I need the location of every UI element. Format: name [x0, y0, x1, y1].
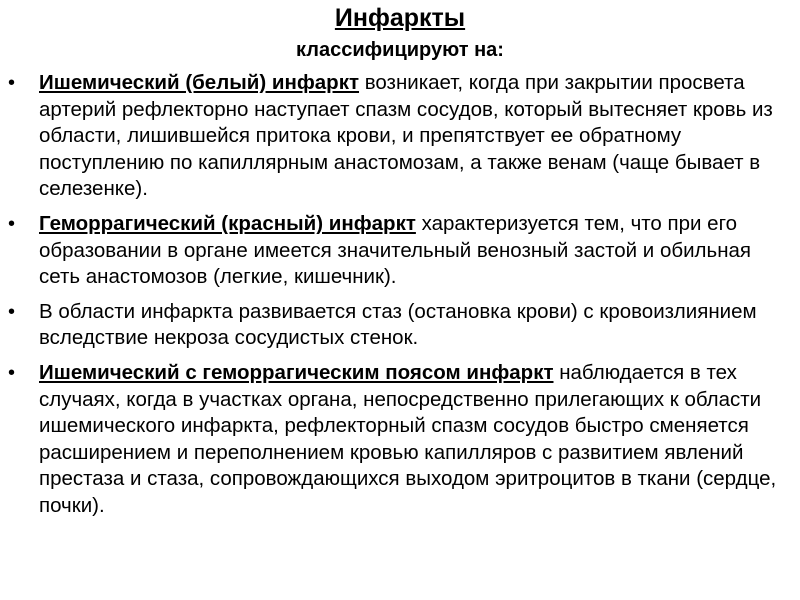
bullet-item-ischemic [0, 70, 800, 203]
slide-title: Инфаркты [334, 4, 466, 32]
bullet-item-hemorrhagic [0, 211, 800, 291]
bullet-text: характеризуется тем, что при его образовании в органе имеется значительный венозный застой и обильная сеть анастомозов (легкие, кишечник). [39, 211, 752, 289]
bullet-term: Геморрагический (красный) инфаркт [39, 211, 416, 235]
bullet-dot-icon: • [8, 300, 16, 323]
bullet-term: Ишемический с геморрагическим поясом инфаркт [39, 360, 554, 384]
bullet-text: В области инфаркта развивается стаз (остановка крови) с кровоизлиянием вследствие некроза сосудистых стенок. [39, 299, 757, 350]
bullet-item-mixed [0, 360, 800, 520]
bullet-text: наблюдается в тех случаях, когда в участках органа, непосредственно прилегающих к области ишемического инфаркта, рефлекторный спазм сосудов быстро сменяется расширением и переполнением кровью капилляров с развитием явлений престаза и стаза, сопровождающихся выходом эритроцитов в ткани (сердце, почки). [39, 360, 777, 517]
slide-subtitle: классифицируют на: [296, 39, 504, 61]
bullet-term: Ишемический (белый) инфаркт [39, 71, 360, 94]
bullet-list [0, 70, 800, 528]
bullet-text: возникает, когда при закрытии просвета артерий рефлекторно наступает спазм сосудов, который вытесняет кровь из области, лишившейся притока крови, и препятствует ее обратному поступлению по капиллярным анастомозам, а также венам (чаще бывает в селезенке). [39, 71, 773, 201]
bullet-item-stasis [0, 299, 800, 352]
bullet-dot-icon: • [8, 212, 16, 235]
bullet-dot-icon: • [8, 72, 16, 94]
bullet-dot-icon: • [8, 361, 16, 384]
